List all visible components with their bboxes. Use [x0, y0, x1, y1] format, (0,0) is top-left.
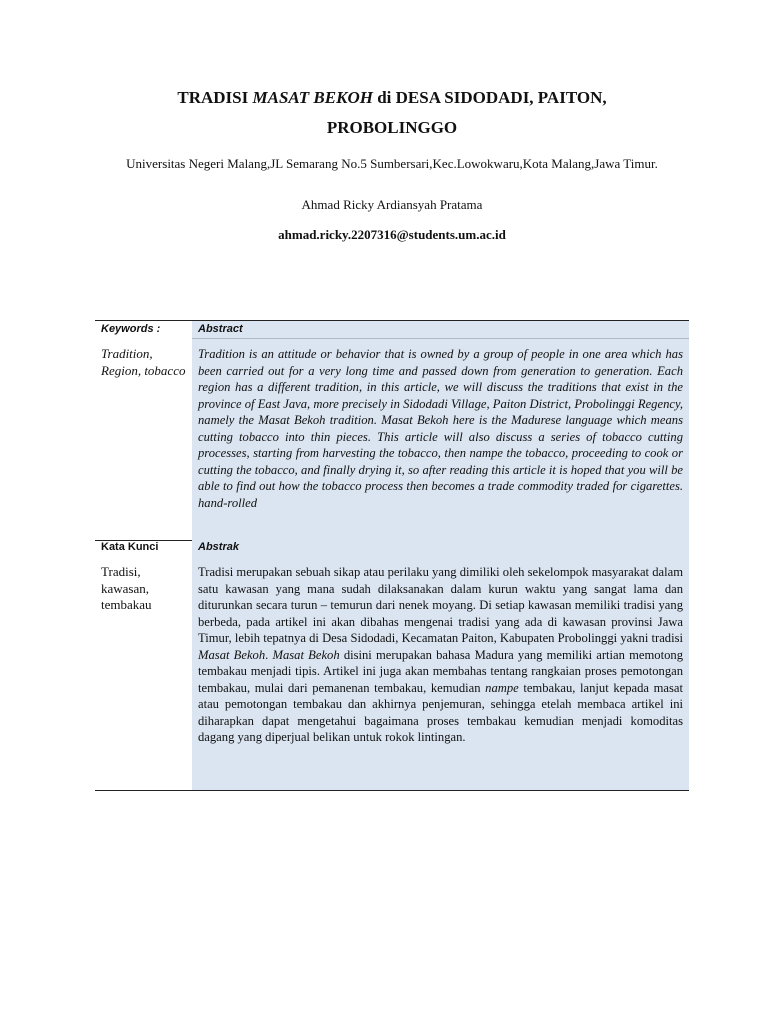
abstrak-italic2: Masat Bekoh	[272, 647, 340, 662]
indonesian-abstract-table	[95, 539, 689, 791]
abstrak-text	[198, 564, 683, 746]
title-prefix: TRADISI	[177, 88, 253, 107]
abstrak-part2: .	[265, 647, 273, 662]
keywords-list: Tradition, Region, tobacco	[101, 346, 186, 378]
author-email: ahmad.ricky.2207316@students.um.ac.id	[278, 227, 506, 242]
keywords-label: Keywords :	[101, 323, 161, 335]
abstract-label: Abstract	[198, 323, 243, 335]
abstrak-label: Abstrak	[198, 541, 239, 553]
english-abstract-table	[95, 320, 689, 541]
paper-title	[95, 89, 689, 106]
abstract-text: Tradition is an attitude or behavior that is owned by a group of people in one area which has been carried out for a very long time and passed down from generation to generation. Each region has a different tradition, in this article, we will discuss the traditions that exist in the province of East Java, more precisely in Sidodadi Village, Paiton District, Probolinggi Regency, namely the Masat Bekoh tradition. Masat Bekoh here is the Madurese language which means cutting tobacco into thin pieces. This article will also discuss a series of tobacco cutting processes, starting from harvesting the tobacco, then nampe the tobacco, proceeding to cook or cutting the tobacco, and finally drying it, so after reading this article it is hoped that you will be able to find out how the tobacco process then becomes a trade commodity traded for cigarettes. hand-rolled	[198, 347, 683, 510]
abstrak-part4: tembakau, lanjut kepada masat atau pemotongan tembakau dan akhirnya penjemuran, sehingga etelah membaca artikel ini diharapkan dapat mengetahui bagaimana proses tembakau kemudian menjadi komoditas dagang yang diperjual belikan untuk rokok lintingan.	[198, 680, 683, 744]
title-suffix: di DESA SIDODADI, PAITON,	[372, 88, 607, 107]
affiliation: Universitas Negeri Malang,JL Semarang No.5 Sumbersari,Kec.Lowokwaru,Kota Malang,Jawa Timur.	[126, 156, 658, 171]
header-divider	[192, 338, 689, 339]
kata-kunci-list: Tradisi, kawasan, tembakau	[101, 564, 152, 612]
keywords-column	[95, 321, 192, 540]
abstrak-italic1: Masat Bekoh	[198, 647, 266, 662]
abstract-column	[192, 321, 689, 540]
abstrak-italic3: nampe	[485, 680, 519, 695]
paper-title-line2: PROBOLINGGO	[326, 118, 458, 137]
kata-kunci-column	[95, 539, 192, 790]
title-italic: MASAT BEKOH	[252, 88, 373, 107]
abstrak-part1: Tradisi merupakan sebuah sikap atau perilaku yang dimiliki oleh sekelompok masyarakat dalam satu kawasan yang mana sudah dilaksanakan dalam kurun waktu yang sangat lama dan diturunkan secara turun – temurun dari nenek moyang. Di setiap kawasan memiliki tradisi yang berbeda, pada artikel ini akan dibahas mengenai tradisi yang ada di kawasan provinsi Jawa Timur, lebih tepatnya di Desa Sidodadi, Kecamatan Paiton, Kabupaten Probolinggi yakni tradisi	[198, 565, 683, 645]
author-name: Ahmad Ricky Ardiansyah Pratama	[301, 197, 483, 212]
abstrak-column	[192, 539, 689, 790]
abstrak-part3: disini merupakan bahasa Madura yang memiliki artian memotong tembakau menjadi tipis. Artikel ini juga akan membahas tentang rangkaian proses pemotongan tembakau, mulai dari pemanenan tembakau, kemudian	[198, 647, 683, 695]
kata-kunci-label: Kata Kunci	[101, 541, 159, 553]
